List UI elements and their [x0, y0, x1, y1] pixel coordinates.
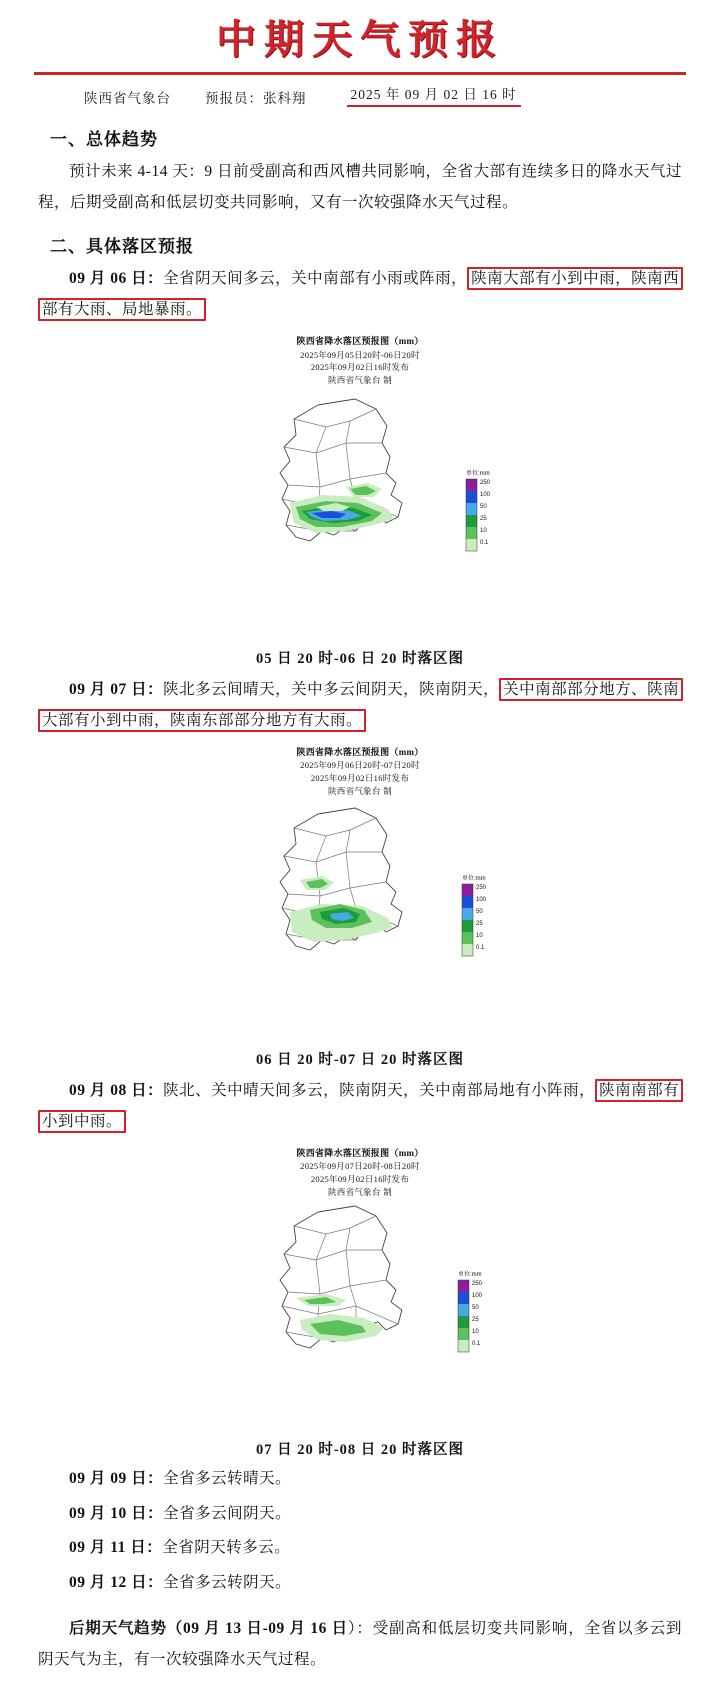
day-label: 09 月 11 日： — [69, 1539, 163, 1557]
byline — [28, 75, 692, 111]
svg-text:单位:mm: 单位:mm — [466, 470, 490, 477]
svg-text:50: 50 — [480, 503, 487, 510]
trend-prefix: 后期天气趋势（ — [69, 1620, 184, 1638]
day-highlight: 关中南部部分地方、陕南大部有小到中雨，陕南东部部分地方有大雨。 — [38, 678, 683, 732]
day-label: 09 月 09 日： — [69, 1470, 164, 1488]
svg-text:25: 25 — [480, 515, 487, 522]
figure-title: 陕西省降水落区预报图（mm） — [296, 336, 424, 346]
shaanxi-rainfall-map — [150, 802, 570, 1037]
svg-text:单位:mm: 单位:mm — [462, 875, 486, 882]
page-title: 中期天气预报 — [216, 17, 504, 62]
shaanxi-rainfall-map — [150, 1202, 570, 1427]
section-heading-overall: 一、总体趋势 — [50, 130, 158, 149]
svg-text:0.1: 0.1 — [476, 944, 485, 951]
day-label: 09 月 12 日： — [69, 1573, 164, 1591]
svg-text:25: 25 — [476, 920, 483, 927]
day-text: 全省阴天转多云。 — [162, 1539, 291, 1557]
figure-producer: 陕西省气象台 制 — [327, 1186, 393, 1197]
day-forecast-0909 — [38, 1463, 682, 1496]
figure-producer: 陕西省气象台 制 — [327, 375, 393, 385]
day-forecast-0907 — [38, 674, 682, 736]
day-text: 全省多云转阴天。 — [163, 1573, 292, 1591]
day-label: 09 月 10 日： — [69, 1504, 164, 1522]
issue-datetime: 2025 年 09 月 02 日 16 时 — [347, 83, 521, 107]
svg-text:250: 250 — [480, 479, 491, 486]
figure-issued: 2025年09月02日16时发布 — [310, 362, 410, 373]
shaanxi-rainfall-map — [150, 391, 570, 636]
figure-producer: 陕西省气象台 制 — [327, 785, 393, 796]
day-label: 09 月 08 日： — [69, 1081, 164, 1099]
day-label: 09 月 06 日： — [69, 270, 164, 287]
day-forecast-0906 — [38, 263, 682, 325]
overall-trend-text: 预计未来 4-14 天：9 日前受副高和西风槽共同影响，全省大部有连续多日的降水天气过程，后期受副高和低层切变共同影响，又有一次较强降水天气过程。 — [38, 163, 682, 211]
map-image-0708 — [28, 1202, 692, 1432]
day-forecast-0910 — [38, 1498, 682, 1531]
day-text: 全省多云间阴天。 — [163, 1504, 292, 1522]
map-image-0506 — [28, 391, 692, 641]
svg-text:0.1: 0.1 — [472, 1341, 481, 1348]
figure-caption: 07 日 20 时-08 日 20 时落区图 — [255, 1442, 465, 1459]
day-text: 陕北、关中晴天间多云，陕南阴天，关中南部局地有小阵雨， — [163, 1081, 596, 1099]
svg-text:100: 100 — [476, 896, 487, 903]
map-image-0607 — [28, 802, 692, 1042]
svg-text:100: 100 — [480, 491, 491, 498]
issuing-office: 陕西省气象台 — [84, 91, 171, 106]
day-forecast-0908 — [38, 1075, 682, 1137]
day-forecast-0912 — [38, 1567, 682, 1600]
day-text: 陕北多云间晴天，关中多云间阴天，陕南阴天， — [163, 680, 500, 698]
figure-issued: 2025年09月02日16时发布 — [310, 773, 410, 783]
day-text: 全省阴天间多云，关中南部有小雨或阵雨， — [163, 270, 468, 287]
day-highlight: 陕南南部有小到中雨。 — [38, 1079, 683, 1133]
figure-caption: 06 日 20 时-07 日 20 时落区图 — [255, 1051, 465, 1068]
svg-text:10: 10 — [476, 932, 483, 939]
day-label: 09 月 07 日： — [69, 680, 164, 698]
map-legend — [462, 874, 487, 956]
figure-period: 2025年09月06日20时-07日20时 — [300, 760, 420, 771]
trend-date-range: 09 月 13 日-09 月 16 日 — [183, 1620, 348, 1638]
svg-text:单位:mm: 单位:mm — [458, 1272, 482, 1279]
figure-caption: 05 日 20 时-06 日 20 时落区图 — [255, 650, 465, 667]
svg-text:100: 100 — [472, 1293, 483, 1300]
figure-header — [28, 746, 692, 798]
forecaster-name: 预报员：张科翔 — [205, 91, 307, 106]
svg-text:0.1: 0.1 — [480, 539, 489, 546]
figure-0607 — [28, 746, 692, 1069]
figure-period: 2025年09月05日20时-06日20时 — [300, 349, 420, 360]
day-text: 全省多云转晴天。 — [163, 1470, 292, 1488]
figure-period: 2025年09月07日20时-08日20时 — [300, 1161, 420, 1171]
figure-issued: 2025年09月02日16时发布 — [310, 1173, 410, 1184]
figure-0708 — [28, 1147, 692, 1460]
figure-0506 — [28, 335, 692, 668]
section-heading-detail: 二、具体落区预报 — [50, 237, 194, 256]
day-highlight: 陕南大部有小到中雨，陕南西部有大雨、局地暴雨。 — [38, 267, 683, 321]
svg-text:10: 10 — [480, 527, 487, 534]
svg-text:250: 250 — [472, 1281, 483, 1288]
figure-header — [28, 1147, 692, 1199]
svg-text:25: 25 — [472, 1317, 479, 1324]
map-legend — [458, 1270, 483, 1352]
trend-suffix: ）：受副高和低层切变共同影响，全省以多云到阴天气为主，有一次较强降水天气过程。 — [38, 1620, 682, 1669]
masthead — [28, 10, 692, 75]
later-trend-paragraph — [38, 1613, 682, 1675]
svg-text:50: 50 — [476, 908, 483, 915]
day-forecast-0911 — [38, 1532, 682, 1565]
svg-text:50: 50 — [472, 1305, 479, 1312]
map-legend — [466, 469, 491, 551]
svg-text:10: 10 — [472, 1329, 479, 1336]
svg-text:250: 250 — [476, 884, 487, 891]
figure-title: 陕西省降水落区预报图（mm） — [296, 1147, 424, 1158]
figure-header — [28, 335, 692, 387]
figure-title: 陕西省降水落区预报图（mm） — [296, 746, 424, 757]
